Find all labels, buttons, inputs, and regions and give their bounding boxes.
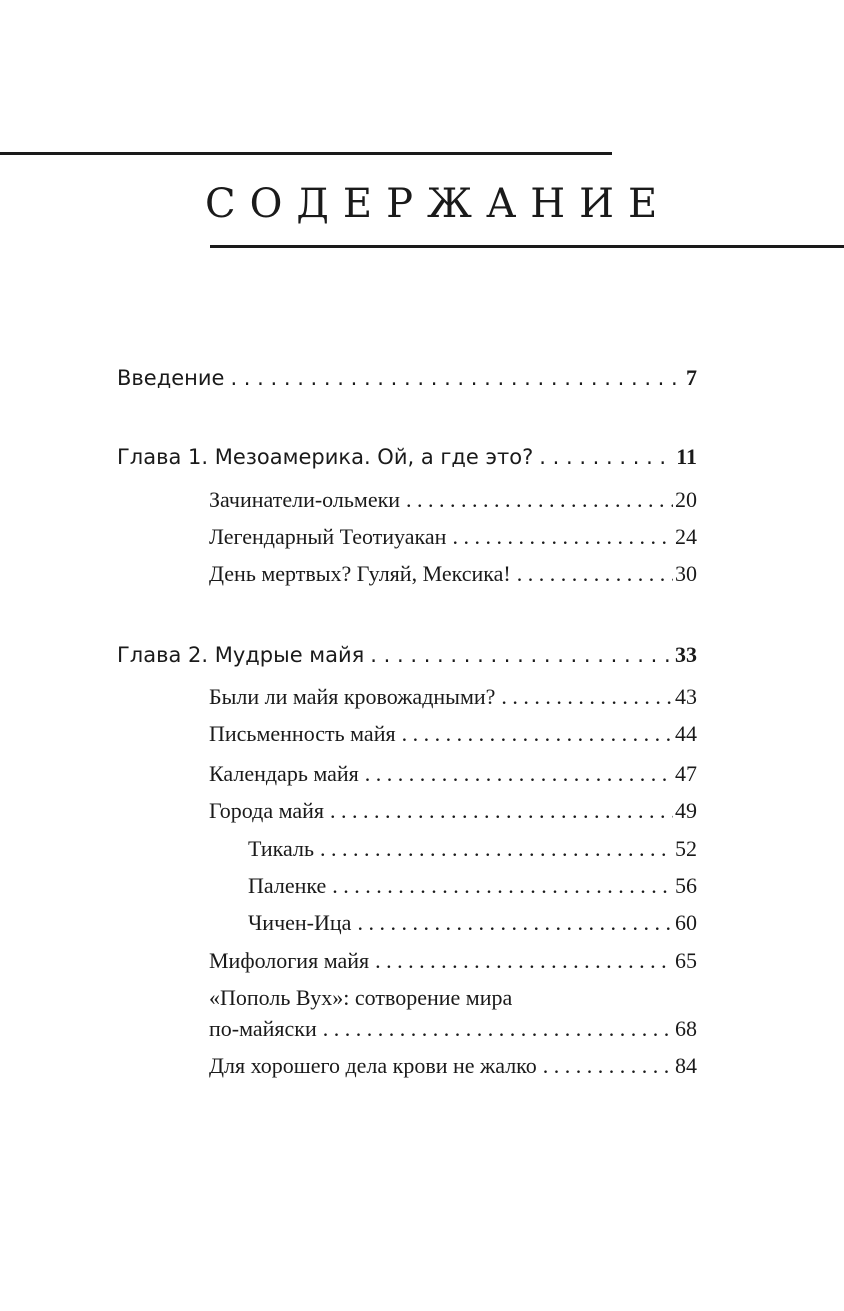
dot-leader <box>406 486 673 514</box>
toc-page-number: 43 <box>675 684 697 709</box>
toc-entry-label-line-1[interactable]: «Пополь Вух»: сотворение мира <box>209 985 513 1010</box>
toc-page-number: 30 <box>675 561 697 586</box>
toc-page-number: 47 <box>675 761 697 786</box>
toc-page-number: 24 <box>675 524 697 549</box>
toc-entry-section[interactable] <box>209 486 697 514</box>
toc-entry-label: Для хорошего дела крови не жалко <box>209 1053 537 1078</box>
dot-leader <box>370 641 673 669</box>
dot-leader <box>320 835 673 863</box>
toc-entry-label: Легендарный Теотиуакан <box>209 524 447 549</box>
toc-entry-subsection[interactable] <box>248 909 697 937</box>
toc-entry-section[interactable] <box>209 947 697 975</box>
dot-leader <box>330 797 673 825</box>
toc-entry-label: Чичен-Ица <box>248 910 352 935</box>
dot-leader <box>543 1052 673 1080</box>
dot-leader <box>230 364 684 392</box>
toc-entry-section[interactable] <box>209 797 697 825</box>
toc-entry-label: Письменность майя <box>209 721 396 746</box>
toc-entry-label: Глава 2. Мудрые майя <box>117 643 365 667</box>
dot-leader <box>332 872 673 900</box>
dot-leader <box>517 560 673 588</box>
toc-entry-label: Паленке <box>248 873 327 898</box>
toc-page-number: 56 <box>675 873 697 898</box>
toc-entry-label: по-майяски <box>209 1016 317 1041</box>
toc-entry-introduction[interactable] <box>117 364 697 392</box>
toc-entry-label: Введение <box>117 366 225 390</box>
toc-entry-section[interactable] <box>209 760 697 788</box>
toc-page-number: 20 <box>675 487 697 512</box>
toc-entry-section[interactable] <box>209 560 697 588</box>
toc-page-number: 68 <box>675 1016 697 1041</box>
dot-leader <box>452 523 673 551</box>
toc-page-number: 60 <box>675 910 697 935</box>
toc-page-number: 44 <box>675 721 697 746</box>
dot-leader <box>375 947 673 975</box>
dot-leader <box>402 720 673 748</box>
toc-entry-label: Мифология майя <box>209 948 370 973</box>
toc-entry-section[interactable] <box>209 1052 697 1080</box>
toc-entry-section[interactable] <box>209 1015 697 1043</box>
toc-page-number: 52 <box>675 836 697 861</box>
toc-page-number: 65 <box>675 948 697 973</box>
toc-page-number: 49 <box>675 798 697 823</box>
toc-entry-subsection[interactable] <box>248 872 697 900</box>
toc-entry-chapter-2[interactable] <box>117 641 697 669</box>
toc-entry-chapter-1[interactable] <box>117 443 697 471</box>
dot-leader <box>539 443 674 471</box>
toc-page-number: 84 <box>675 1053 697 1078</box>
toc-entry-label: День мертвых? Гуляй, Мексика! <box>209 561 511 586</box>
toc-entry-label: Города майя <box>209 798 325 823</box>
toc-page-number: 11 <box>676 444 697 469</box>
dot-leader <box>365 760 673 788</box>
toc-page-number: 7 <box>686 365 697 390</box>
dot-leader <box>323 1015 673 1043</box>
toc-entry-label: Календарь майя <box>209 761 359 786</box>
dot-leader <box>357 909 673 937</box>
page-title: СОДЕРЖАНИЕ <box>205 181 672 227</box>
toc-entry-label: Глава 1. Мезоамерика. Ой, а где это? <box>117 445 534 469</box>
toc-entry-label: Были ли майя кровожадными? <box>209 684 496 709</box>
toc-page-number: 33 <box>675 642 697 667</box>
toc-entry-section[interactable] <box>209 523 697 551</box>
dot-leader <box>501 683 673 711</box>
toc-entry-section[interactable] <box>209 683 697 711</box>
toc-entry-subsection[interactable] <box>248 835 697 863</box>
toc-entry-label: Зачинатели-ольмеки <box>209 487 401 512</box>
toc-entry-section[interactable] <box>209 720 697 748</box>
toc-entry-label: Тикаль <box>248 836 314 861</box>
